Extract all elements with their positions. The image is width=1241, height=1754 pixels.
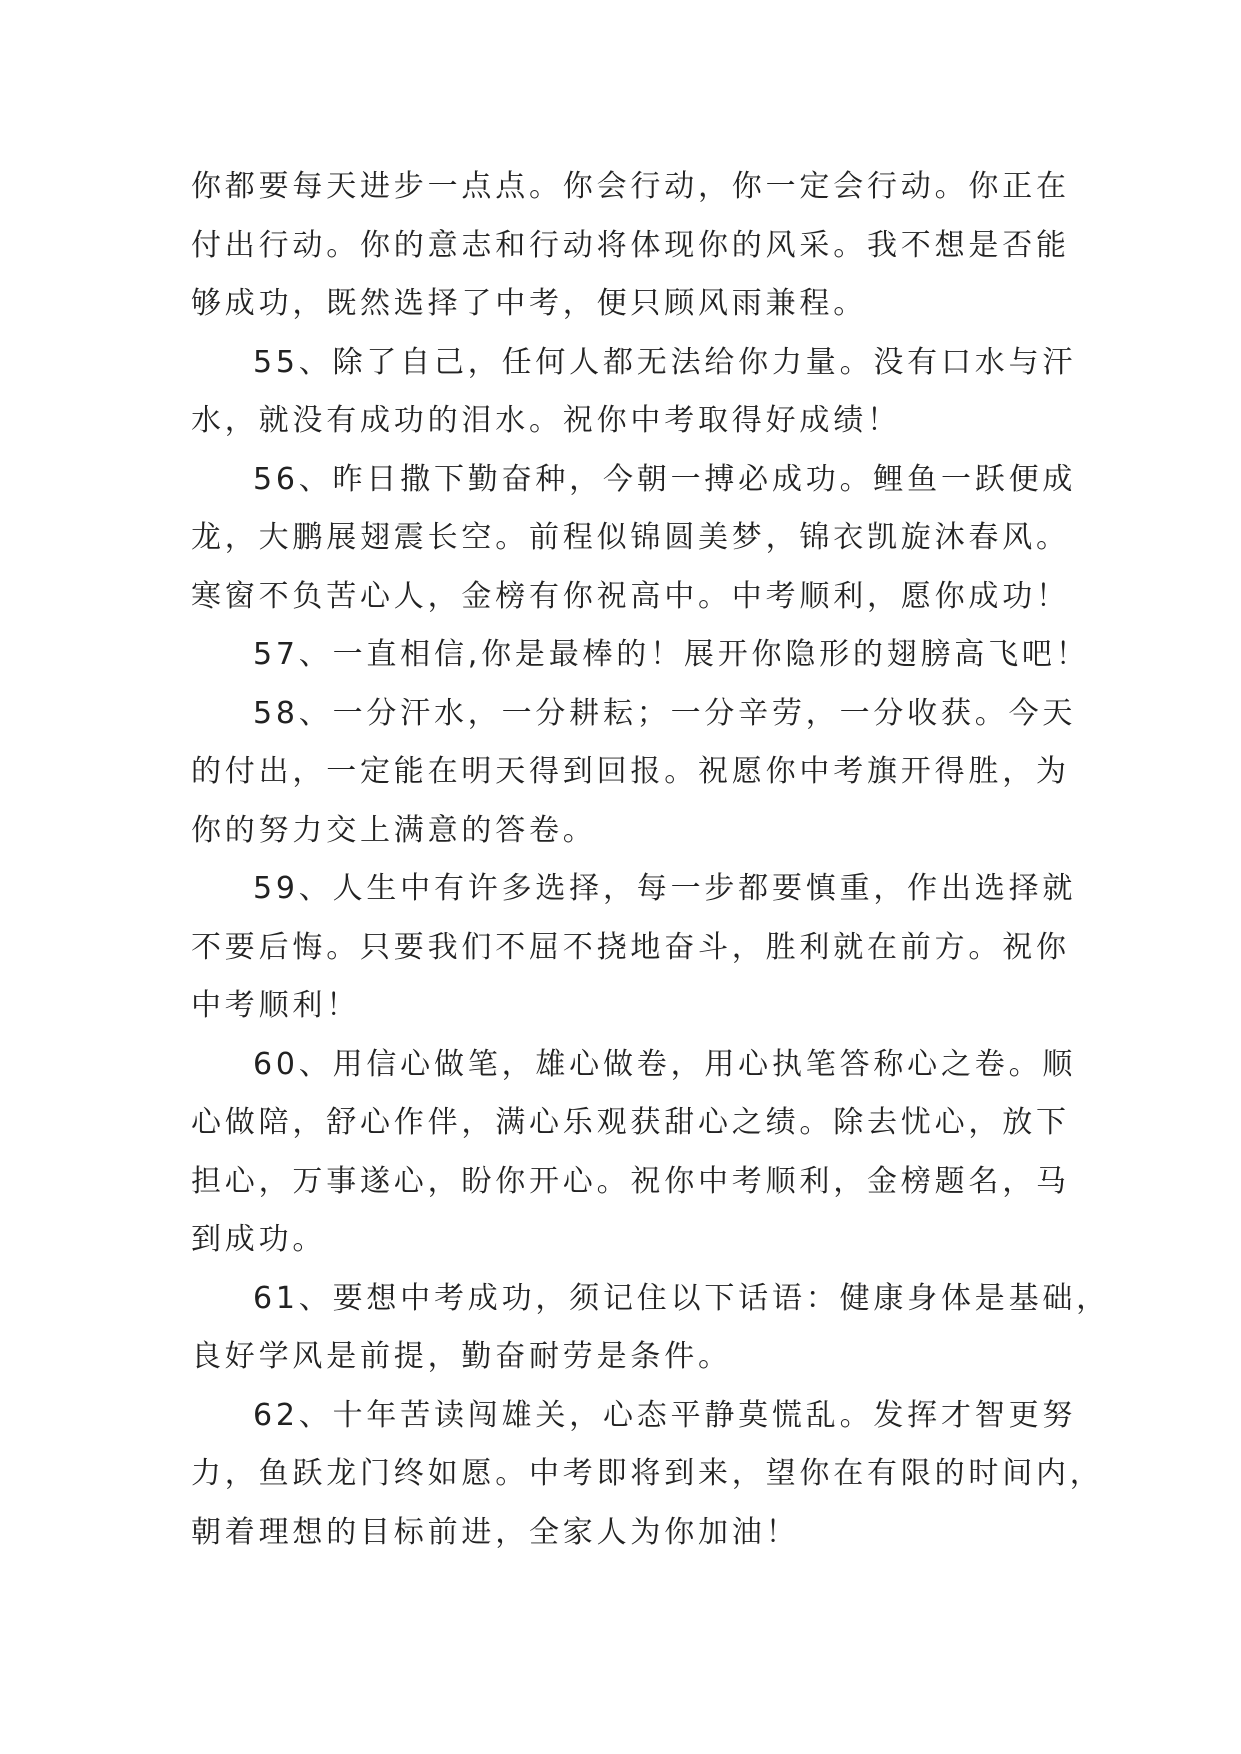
text-line: 60、用信心做笔，雄心做卷，用心执笔答称心之卷。顺 <box>253 1046 1077 1082</box>
paragraph-56 <box>191 451 1077 627</box>
text-line: 付出行动。你的意志和行动将体现你的风采。我不想是否能 <box>191 227 1070 263</box>
text-line: 你都要每天进步一点点。你会行动，你一定会行动。你正在 <box>191 169 1070 204</box>
text-line: 59、人生中有许多选择，每一步都要慎重，作出选择就 <box>253 871 1077 906</box>
text-line: 寒窗不负苦心人，金榜有你祝高中。中考顺利，愿你成功！ <box>191 578 1070 614</box>
paragraph-55 <box>191 334 1077 451</box>
paragraph-62 <box>191 1387 1104 1563</box>
text-line: 良好学风是前提，勤奋耐劳是条件。 <box>191 1339 732 1374</box>
text-line: 不要后悔。只要我们不屈不挠地奋斗，胜利就在前方。祝你 <box>191 929 1070 965</box>
paragraph-59 <box>191 860 1077 1036</box>
document-body <box>191 158 1110 1562</box>
text-line: 水，就没有成功的泪水。祝你中考取得好成绩！ <box>191 403 901 438</box>
text-line: 中考顺利！ <box>191 988 360 1023</box>
text-line: 担心，万事遂心，盼你开心。祝你中考顺利，金榜题名，马 <box>191 1163 1070 1199</box>
text-line: 57、一直相信,你是最棒的！展开你隐形的翅膀高飞吧！ <box>253 637 1090 672</box>
paragraph-61 <box>191 1270 1110 1387</box>
text-line: 龙，大鹏展翅震长空。前程似锦圆美梦，锦衣凯旋沐春风。 <box>191 520 1070 555</box>
paragraph-continued <box>191 158 1070 334</box>
paragraph-60 <box>191 1036 1077 1270</box>
text-line: 心做陪，舒心作伴，满心乐观获甜心之绩。除去忧心，放下 <box>191 1105 1070 1140</box>
text-line: 61、要想中考成功，须记住以下话语：健康身体是基础， <box>253 1280 1110 1316</box>
text-line: 你的努力交上满意的答卷。 <box>191 812 597 848</box>
text-line: 朝着理想的目标前进，全家人为你加油！ <box>191 1514 800 1550</box>
text-line: 力，鱼跃龙门终如愿。中考即将到来，望你在有限的时间内， <box>191 1456 1104 1491</box>
text-line: 够成功，既然选择了中考，便只顾风雨兼程。 <box>191 286 867 321</box>
text-line: 58、一分汗水，一分耕耘；一分辛劳，一分收获。今天 <box>253 695 1077 731</box>
paragraph-57 <box>191 626 1090 685</box>
text-line: 56、昨日撒下勤奋种，今朝一搏必成功。鲤鱼一跃便成 <box>253 461 1077 497</box>
text-line: 62、十年苦读闯雄关，心态平静莫慌乱。发挥才智更努 <box>253 1397 1077 1433</box>
text-line: 到成功。 <box>191 1222 327 1257</box>
paragraph-58 <box>191 685 1077 861</box>
text-line: 55、除了自己，任何人都无法给你力量。没有口水与汗 <box>253 344 1077 380</box>
text-line: 的付出，一定能在明天得到回报。祝愿你中考旗开得胜，为 <box>191 754 1070 789</box>
